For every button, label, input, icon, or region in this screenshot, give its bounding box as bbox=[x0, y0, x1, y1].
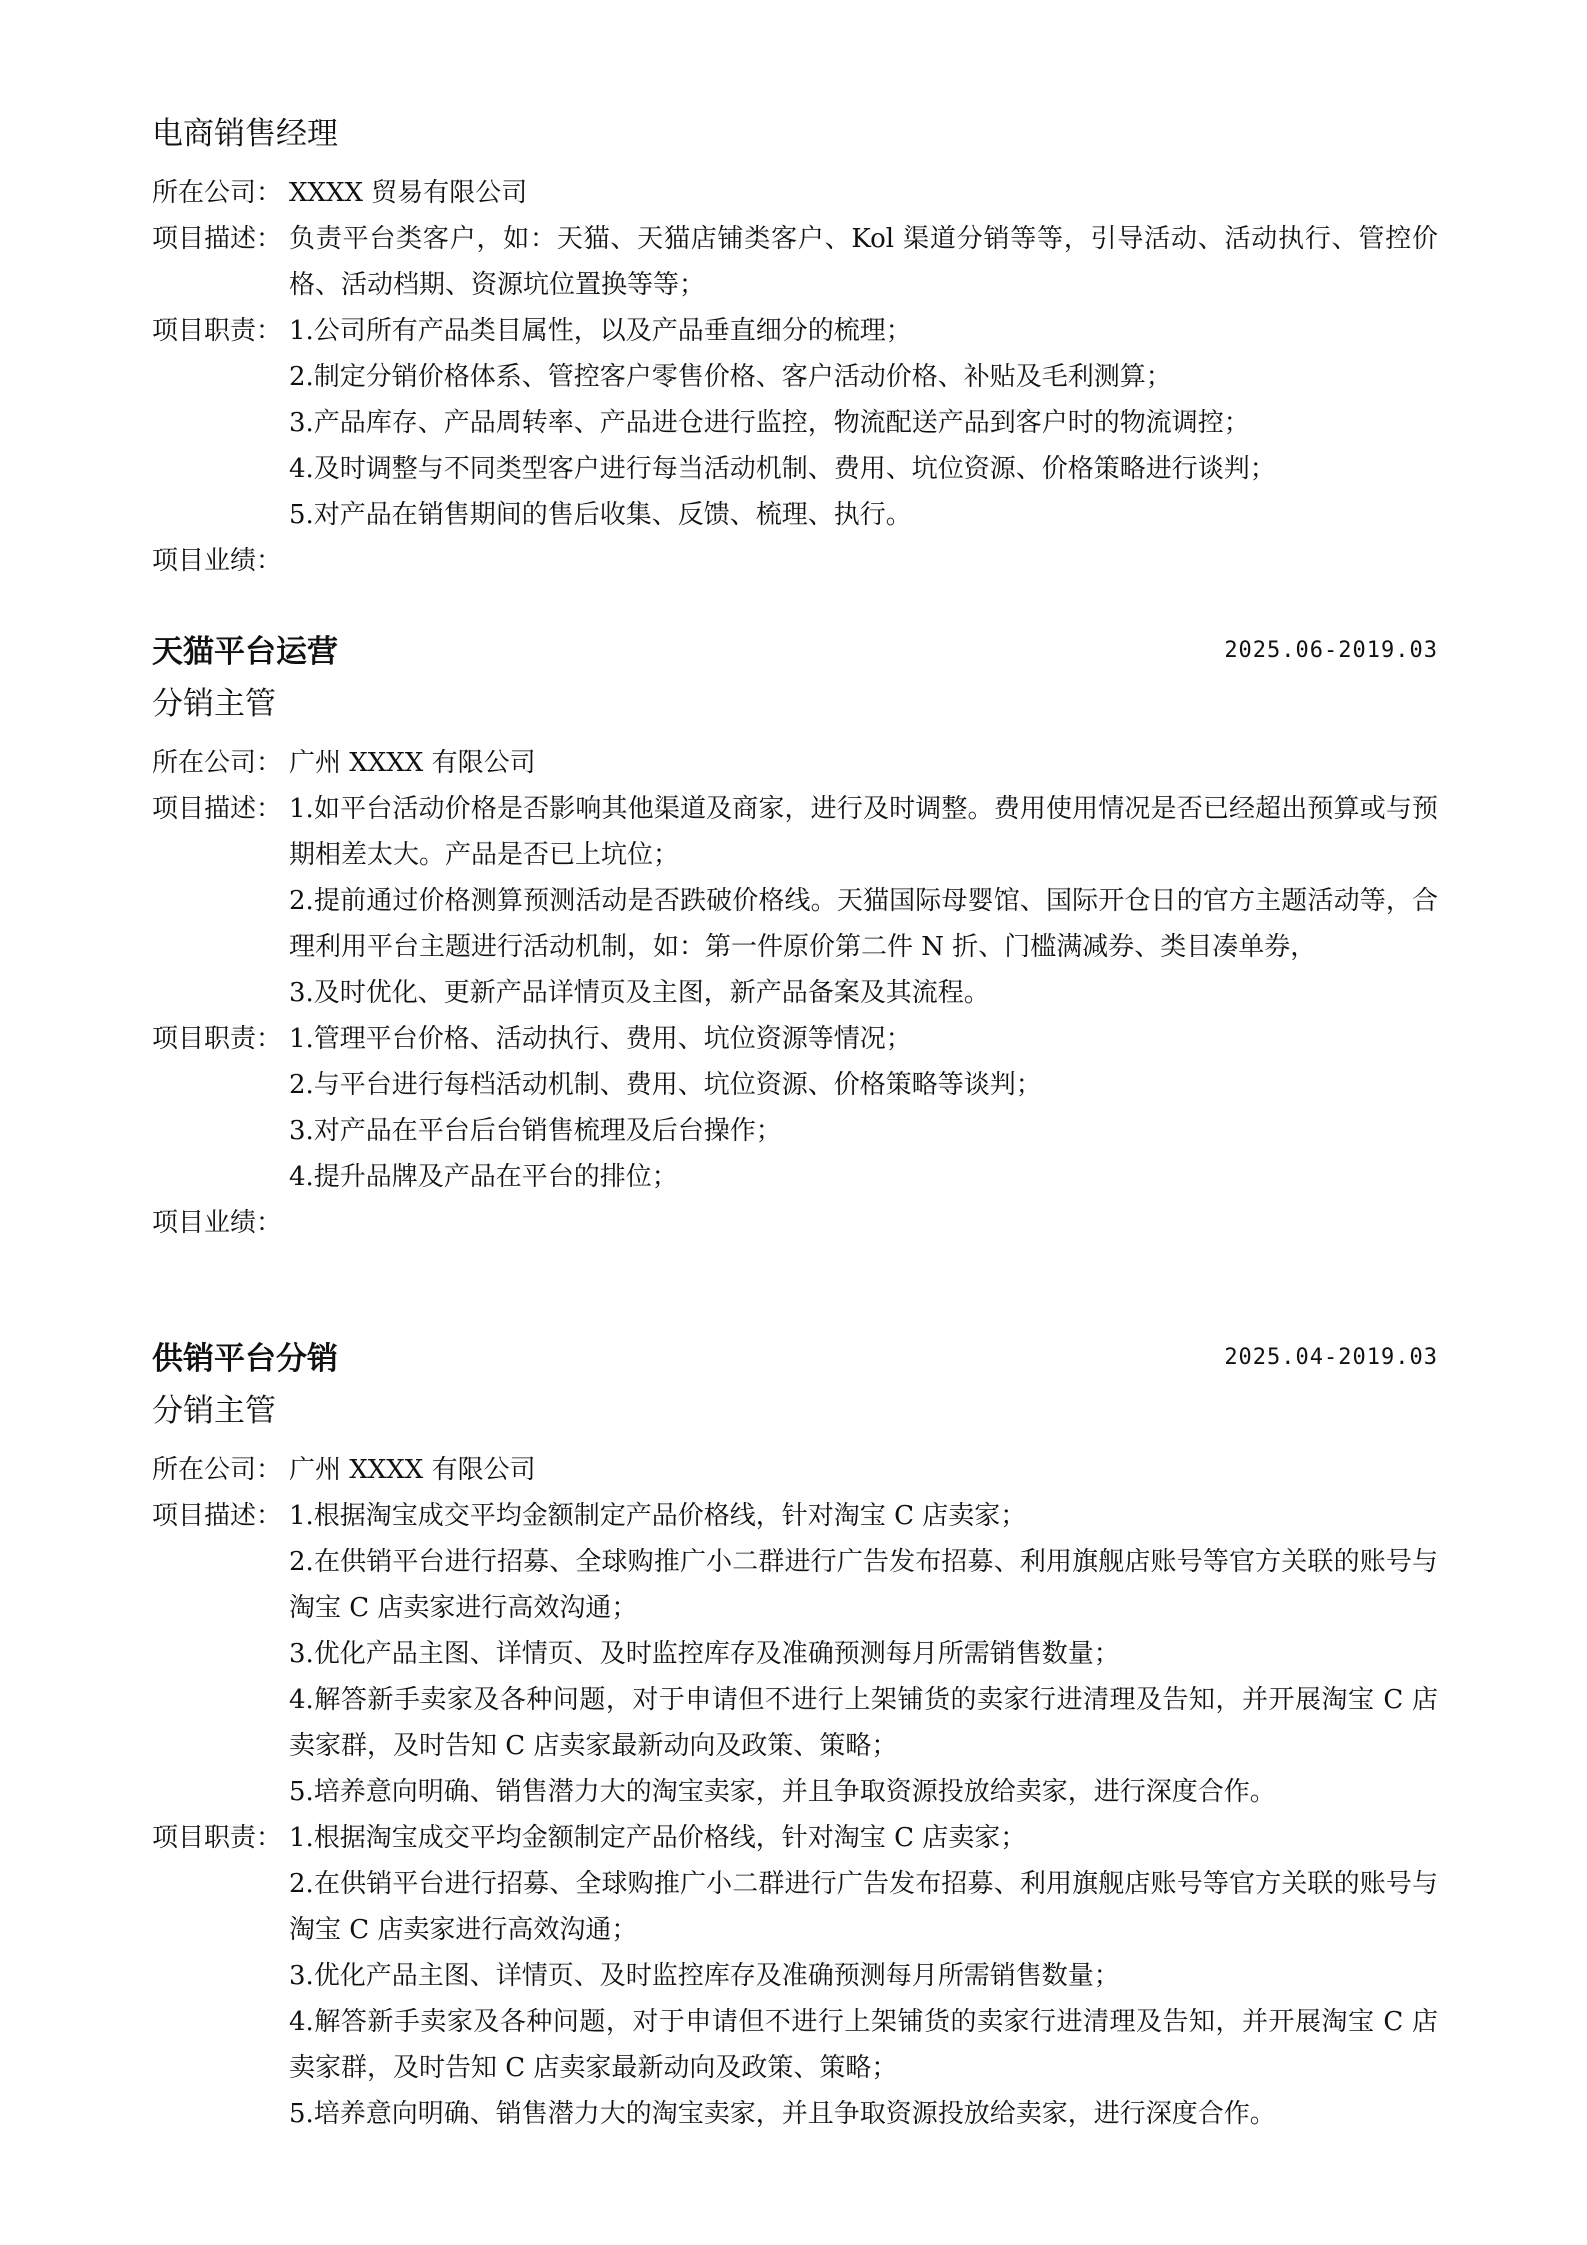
company-field bbox=[152, 1447, 1438, 1493]
duty-item: 4.提升品牌及产品在平台的排位； bbox=[289, 1162, 678, 1192]
description-item: 2.提前通过价格测算预测活动是否跌破价格线。天猫国际母婴馆、国际开仓日的官方主题活动等，合理利用平台主题进行活动机制，如：第一件原价第二件 N 折、门槛满减券、类目凑单券， bbox=[289, 886, 1438, 962]
description-item: 2.在供销平台进行招募、全球购推广小二群进行广告发布招募、利用旗舰店账号等官方关联的账号与淘宝 C 店卖家进行高效沟通； bbox=[289, 1547, 1438, 1623]
job-role: 分销主管 bbox=[152, 686, 276, 722]
project-title: 天猫平台运营 bbox=[152, 634, 338, 670]
duties-field bbox=[152, 1016, 1438, 1200]
description-list bbox=[289, 786, 1438, 1016]
performance-field bbox=[152, 538, 1438, 584]
company-name: XXXX 贸易有限公司 bbox=[289, 178, 528, 208]
duties-list bbox=[289, 308, 1438, 538]
description-field bbox=[152, 216, 1438, 308]
job-role: 电商销售经理 bbox=[152, 116, 338, 152]
description-label: 项目描述： bbox=[152, 794, 283, 824]
duty-item: 5.对产品在销售期间的售后收集、反馈、梳理、执行。 bbox=[289, 500, 912, 530]
description-list bbox=[289, 216, 1438, 308]
duties-field bbox=[152, 308, 1438, 538]
duty-item: 1.根据淘宝成交平均金额制定产品价格线，针对淘宝 C 店卖家； bbox=[289, 1823, 1027, 1853]
duty-item: 3.对产品在平台后台销售梳理及后台操作； bbox=[289, 1116, 782, 1146]
experience-section-2 bbox=[152, 630, 1438, 1246]
duty-item: 1.公司所有产品类目属性，以及产品垂直细分的梳理； bbox=[289, 316, 912, 346]
company-label: 所在公司： bbox=[152, 748, 283, 778]
company-name: 广州 XXXX 有限公司 bbox=[289, 748, 536, 778]
company-label: 所在公司： bbox=[152, 1455, 283, 1485]
description-item: 3.优化产品主图、详情页、及时监控库存及准确预测每月所需销售数量； bbox=[289, 1639, 1120, 1669]
description-list bbox=[289, 1493, 1438, 1815]
description-field bbox=[152, 786, 1438, 1016]
project-title: 供销平台分销 bbox=[152, 1341, 338, 1377]
duties-label: 项目职责： bbox=[152, 1024, 283, 1054]
performance-label: 项目业绩： bbox=[152, 546, 283, 576]
company-field bbox=[152, 740, 1438, 786]
description-item: 负责平台类客户，如：天猫、天猫店铺类客户、Kol 渠道分销等等，引导活动、活动执行、管控价格、活动档期、资源坑位置换等等； bbox=[289, 224, 1438, 300]
performance-label: 项目业绩： bbox=[152, 1208, 283, 1238]
duty-item: 1.管理平台价格、活动执行、费用、坑位资源等情况； bbox=[289, 1024, 912, 1054]
company-name: 广州 XXXX 有限公司 bbox=[289, 1455, 536, 1485]
duties-list bbox=[289, 1815, 1438, 2137]
job-role: 分销主管 bbox=[152, 1393, 276, 1429]
duties-list bbox=[289, 1016, 1438, 1200]
duty-item: 4.解答新手卖家及各种问题，对于申请但不进行上架铺货的卖家行进清理及告知，并开展淘宝 C 店卖家群，及时告知 C 店卖家最新动向及政策、策略； bbox=[289, 2007, 1438, 2083]
description-item: 3.及时优化、更新产品详情页及主图，新产品备案及其流程。 bbox=[289, 978, 990, 1008]
performance-field bbox=[152, 1200, 1438, 1246]
company-label: 所在公司： bbox=[152, 178, 283, 208]
duty-item: 4.及时调整与不同类型客户进行每当活动机制、费用、坑位资源、价格策略进行谈判； bbox=[289, 454, 1276, 484]
duty-item: 2.制定分销价格体系、管控客户零售价格、客户活动价格、补贴及毛利测算； bbox=[289, 362, 1172, 392]
duties-field bbox=[152, 1815, 1438, 2137]
description-label: 项目描述： bbox=[152, 224, 283, 254]
date-range: 2025.06-2019.03 bbox=[1224, 638, 1438, 663]
description-item: 1.根据淘宝成交平均金额制定产品价格线，针对淘宝 C 店卖家； bbox=[289, 1501, 1027, 1531]
experience-section-1 bbox=[152, 112, 1438, 584]
section-header bbox=[152, 1337, 1438, 1389]
description-item: 5.培养意向明确、销售潜力大的淘宝卖家，并且争取资源投放给卖家，进行深度合作。 bbox=[289, 1777, 1276, 1807]
description-item: 1.如平台活动价格是否影响其他渠道及商家，进行及时调整。费用使用情况是否已经超出预算或与预期相差太大。产品是否已上坑位； bbox=[289, 794, 1438, 870]
duty-item: 2.与平台进行每档活动机制、费用、坑位资源、价格策略等谈判； bbox=[289, 1070, 1042, 1100]
experience-section-3 bbox=[152, 1337, 1438, 2137]
description-label: 项目描述： bbox=[152, 1501, 283, 1531]
duty-item: 2.在供销平台进行招募、全球购推广小二群进行广告发布招募、利用旗舰店账号等官方关联的账号与淘宝 C 店卖家进行高效沟通； bbox=[289, 1869, 1438, 1945]
company-field bbox=[152, 170, 1438, 216]
description-field bbox=[152, 1493, 1438, 1815]
description-item: 4.解答新手卖家及各种问题，对于申请但不进行上架铺货的卖家行进清理及告知，并开展淘宝 C 店卖家群，及时告知 C 店卖家最新动向及政策、策略； bbox=[289, 1685, 1438, 1761]
date-range: 2025.04-2019.03 bbox=[1224, 1345, 1438, 1370]
duty-item: 3.优化产品主图、详情页、及时监控库存及准确预测每月所需销售数量； bbox=[289, 1961, 1120, 1991]
section-header bbox=[152, 630, 1438, 682]
duties-label: 项目职责： bbox=[152, 1823, 283, 1853]
duty-item: 3.产品库存、产品周转率、产品进仓进行监控，物流配送产品到客户时的物流调控； bbox=[289, 408, 1250, 438]
duties-label: 项目职责： bbox=[152, 316, 283, 346]
duty-item: 5.培养意向明确、销售潜力大的淘宝卖家，并且争取资源投放给卖家，进行深度合作。 bbox=[289, 2099, 1276, 2129]
